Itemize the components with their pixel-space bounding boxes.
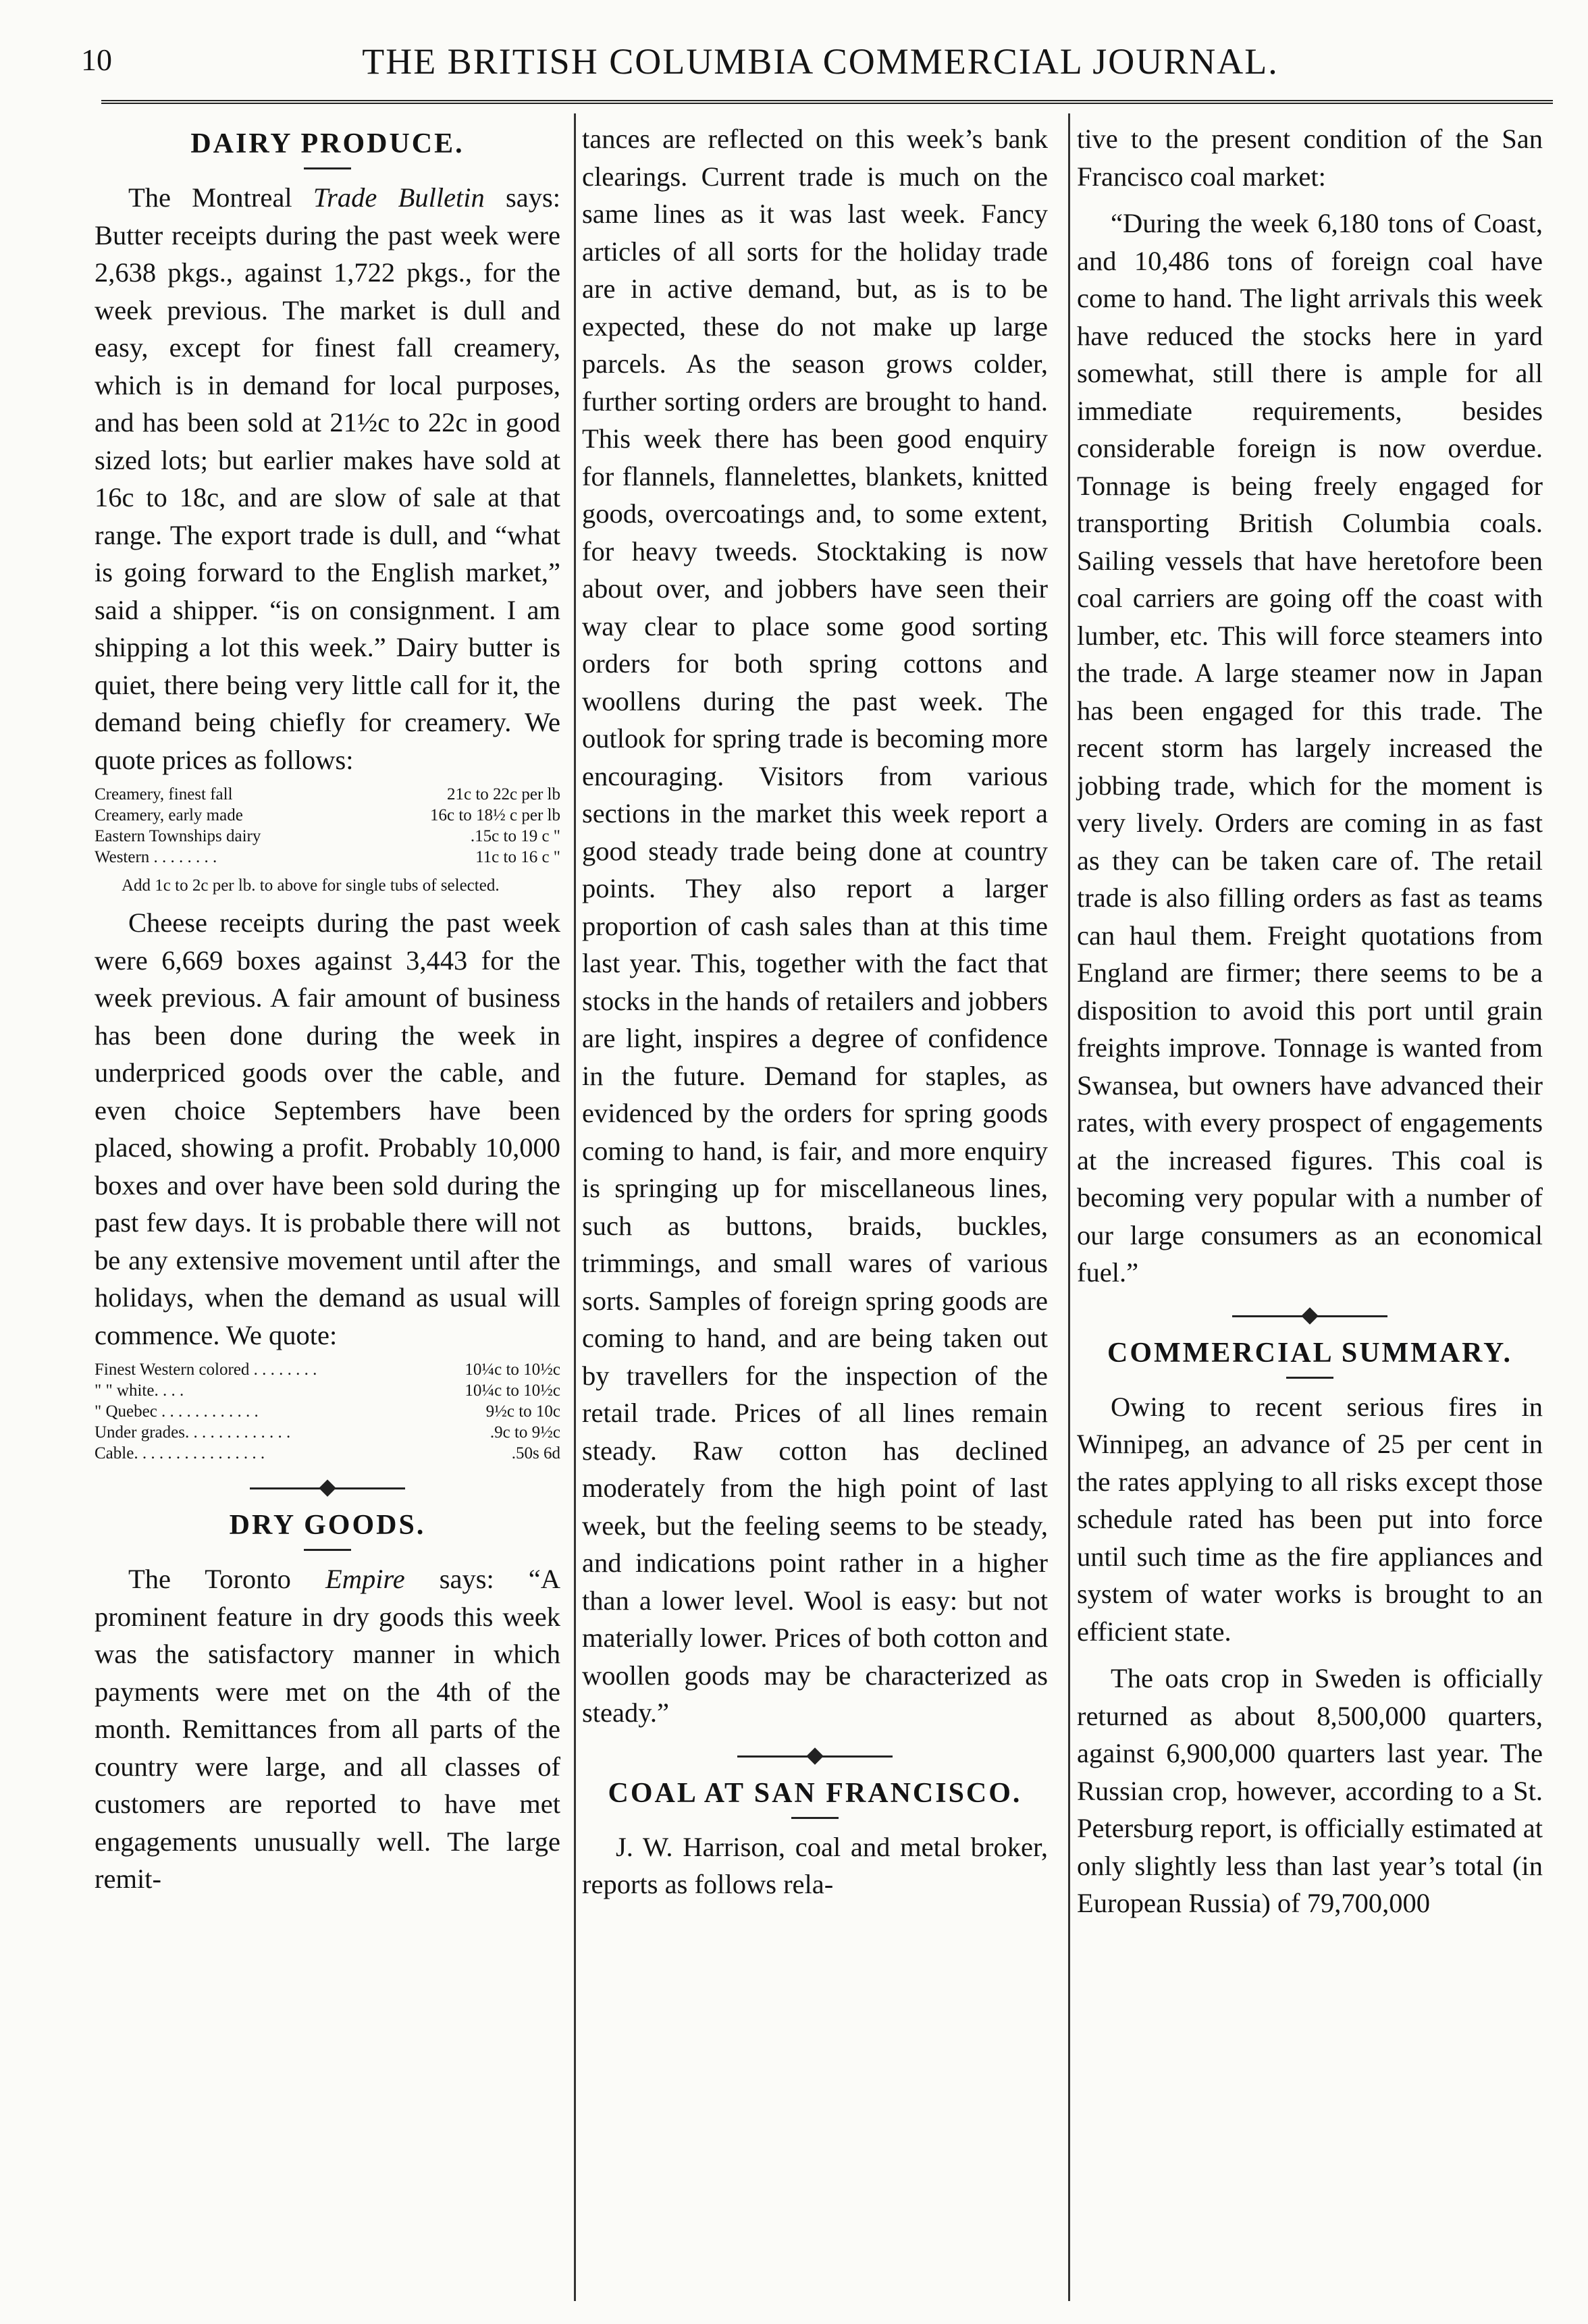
price-value: 10¼c to 10½c bbox=[465, 1361, 560, 1379]
source-name: Trade Bulletin bbox=[313, 182, 485, 213]
summary-paragraph-2: The oats crop in Sweden is officially returned as about 8,500,000 quarters, against 6,900,000 quarters last year. The Russian crop, however, according to a St. Petersburg report, is officially estimated at only slightly less than last year’s total (in European Russia) of 79,700,000 bbox=[1077, 1663, 1543, 1918]
price-item: " " white. . . . bbox=[95, 1381, 184, 1400]
title-underline bbox=[304, 167, 351, 169]
section-title-dry-goods: DRY GOODS. bbox=[229, 1510, 426, 1541]
page-header bbox=[81, 35, 1560, 89]
price-item: Under grades. . . . . . . . . . . . . bbox=[95, 1423, 291, 1442]
dry-goods-text-part-1: says: “A prominent feature in dry goods this week was the satisfactory manner in which payments were met on the 4th of the month. Remittances from all parts of the country were large, and all classes of customers are reported to have met engagements unusually well. The large remit- bbox=[95, 1564, 560, 1894]
price-value: .50s 6d bbox=[511, 1444, 560, 1462]
price-value: 10¼c to 10½c bbox=[465, 1381, 560, 1400]
coal-paragraph-1: J. W. Harrison, coal and metal broker, reports as follows rela- bbox=[582, 1831, 1048, 1899]
column-2 bbox=[582, 120, 1048, 1903]
price-item: Finest Western colored . . . . . . . . bbox=[95, 1361, 317, 1379]
title-underline bbox=[304, 1549, 351, 1551]
coal-paragraph-1-continued: tive to the present condition of the San Francisco coal market: bbox=[1077, 124, 1543, 192]
price-value: .9c to 9½c bbox=[489, 1423, 560, 1442]
dairy-paragraph-2: Cheese receipts during the past week were 6,669 boxes against 3,443 for the week previous. A fair amount of business has been done during the week in underpriced goods over the cable, and even choice Septembers have been placed, showing a profit. Probably 10,000 boxes and over have been sold during the past few days. It is probable there will not be any extensive movement until after the holidays, when the demand as usual will commence. We quote: bbox=[95, 907, 560, 1350]
price-row bbox=[95, 1422, 560, 1443]
price-row bbox=[95, 1380, 560, 1401]
page-number: 10 bbox=[81, 43, 112, 77]
section-separator bbox=[1232, 1306, 1387, 1327]
butter-price-table bbox=[95, 784, 560, 868]
price-row bbox=[95, 1359, 560, 1380]
dry-goods-paragraph-1: The Toronto Empire says: “A prominent feature in dry goods this week was the satisfactory manner in which payments were met on the 4th of the month. Remittances from all parts of the country were large, and all classes of customers are reported to have met engagements unusually well. The large remit- bbox=[95, 1564, 560, 1894]
price-value: 11c to 16 c " bbox=[475, 848, 560, 866]
title-underline bbox=[791, 1817, 839, 1819]
coal-paragraph-2: “During the week 6,180 tons of Coast, and 10,486 tons of foreign coal have come to hand. The light arrivals this week have reduced the stocks here in yard somewhat, still there is ample for all immediate requirements, besides considerable foreign is now overdue. Tonnage is being freely engaged for transporting British Columbia coals. Sailing vessels that have heretofore been coal carriers are going off the coast with lumber, etc. This will force steamers into the trade. A large steamer now in Japan has been engaged for this trade. The recent storm has largely increased the jobbing trade, which for the moment is very lively. Orders are coming in as fast as they can be taken care of. The retail trade is also filling orders as fast as teams can haul them. Freight quotations from England are firmer; there seems to be a disposition to avoid this port until grain freights improve. Tonnage is wanted from Swansea, but owners have advanced their rates, with every prospect of engagements at the increased figures. This coal is becoming very popular with a number of our large consumers as an economical fuel.” bbox=[1077, 208, 1543, 1288]
column-3 bbox=[1077, 120, 1543, 1922]
column-divider bbox=[574, 113, 576, 2301]
price-value: 21c to 22c per lb bbox=[446, 785, 560, 803]
header-rule bbox=[101, 100, 1553, 104]
source-name: Empire bbox=[325, 1564, 405, 1594]
price-item: Eastern Townships dairy bbox=[95, 827, 261, 845]
section-title-commercial-summary: COMMERCIAL SUMMARY. bbox=[1107, 1337, 1512, 1369]
price-item: Western . . . . . . . . bbox=[95, 848, 217, 866]
section-separator bbox=[250, 1479, 405, 1499]
price-row bbox=[95, 847, 560, 868]
price-row bbox=[95, 784, 560, 805]
summary-paragraph-1: Owing to recent serious fires in Winnipeg, an advance of 25 per cent in the rates applying to all risks except those schedule rated has been put into force until such time as the fire appliances and system of water works is brought to an efficient state. bbox=[1077, 1391, 1543, 1647]
price-row bbox=[95, 826, 560, 847]
price-row bbox=[95, 805, 560, 826]
section-title-dairy: DAIRY PRODUCE. bbox=[190, 128, 465, 159]
butter-price-note: Add 1c to 2c per lb. to above for single tubs of selected. bbox=[122, 876, 500, 895]
price-value: 9½c to 10c bbox=[485, 1402, 560, 1421]
price-item: Cable. . . . . . . . . . . . . . . . bbox=[95, 1444, 265, 1462]
column-divider bbox=[1068, 113, 1070, 2301]
section-separator bbox=[737, 1747, 893, 1767]
price-value: 16c to 18½ c per lb bbox=[429, 806, 560, 824]
price-value: .15c to 19 c " bbox=[470, 827, 560, 845]
price-item: Creamery, early made bbox=[95, 806, 243, 824]
title-underline bbox=[1286, 1377, 1333, 1379]
section-title-coal: COAL AT SAN FRANCISCO. bbox=[608, 1777, 1022, 1809]
journal-title: THE BRITISH COLUMBIA COMMERCIAL JOURNAL. bbox=[362, 41, 1279, 82]
price-item: " Quebec . . . . . . . . . . . . bbox=[95, 1402, 259, 1421]
price-row bbox=[95, 1401, 560, 1422]
price-row bbox=[95, 1443, 560, 1464]
price-item: Creamery, finest fall bbox=[95, 785, 233, 803]
dairy-paragraph-1: The Montreal Trade Bulletin says: Butter receipts during the past week were 2,638 pkgs., against 1,722 pkgs., for the week previous. The market is dull and easy, except for finest fall creamery, which is in demand for local purposes, and has been sold at 21½c to 22c in good sized lots; but earlier makes have sold at 16c to 18c, and are slow of sale at that range. The export trade is dull, and “what is going forward to the English market,” said a shipper. “is on consignment. I am shipping a lot this week.” Dairy butter is quiet, there being very little call for it, the demand being chiefly for creamery. We quote prices as follows: bbox=[95, 182, 561, 775]
cheese-price-table bbox=[95, 1359, 560, 1464]
dry-goods-text-part-2: tances are reflected on this week’s bank clearings. Current trade is much on the same lines as it was last week. Fancy articles of all sorts for the holiday trade are in active demand, but, as is to be expected, these do not make up large parcels. As the season grows colder, further sorting orders are brought to hand. This week there has been good enquiry for flannels, flannelettes, blankets, knitted goods, overcoatings and, to some extent, for heavy tweeds. Stocktaking is now about over, and jobbers have seen their way clear to place some good sorting orders for both spring cottons and woollens during the past week. The outlook for spring trade is becoming more encouraging. Visitors from various sections in the market this week report a good steady trade being done at country points. They also report a larger proportion of cash sales than at this time last year. This, together with the fact that stocks in the hands of retailers and jobbers are light, inspires a degree of confidence in the future. Demand for staples, as evidenced by the orders for spring goods coming to hand, is fair, and more enquiry is springing up for miscellaneous lines, such as buttons, braids, buckles, trimmings, and small wares of various sorts. Samples of foreign spring goods are coming to hand, and are being taken out by travellers for the inspection of the retail trade. Prices of all lines remain steady. Raw cotton has declined moderately from the high point of last week, but the feeling seems to be steady, and indications point rather in a higher than a lower level. Wool is easy: but not materially lower. Prices of both cotton and woollen goods may be characterized as steady.” bbox=[582, 124, 1048, 1728]
column-1 bbox=[95, 120, 560, 1898]
